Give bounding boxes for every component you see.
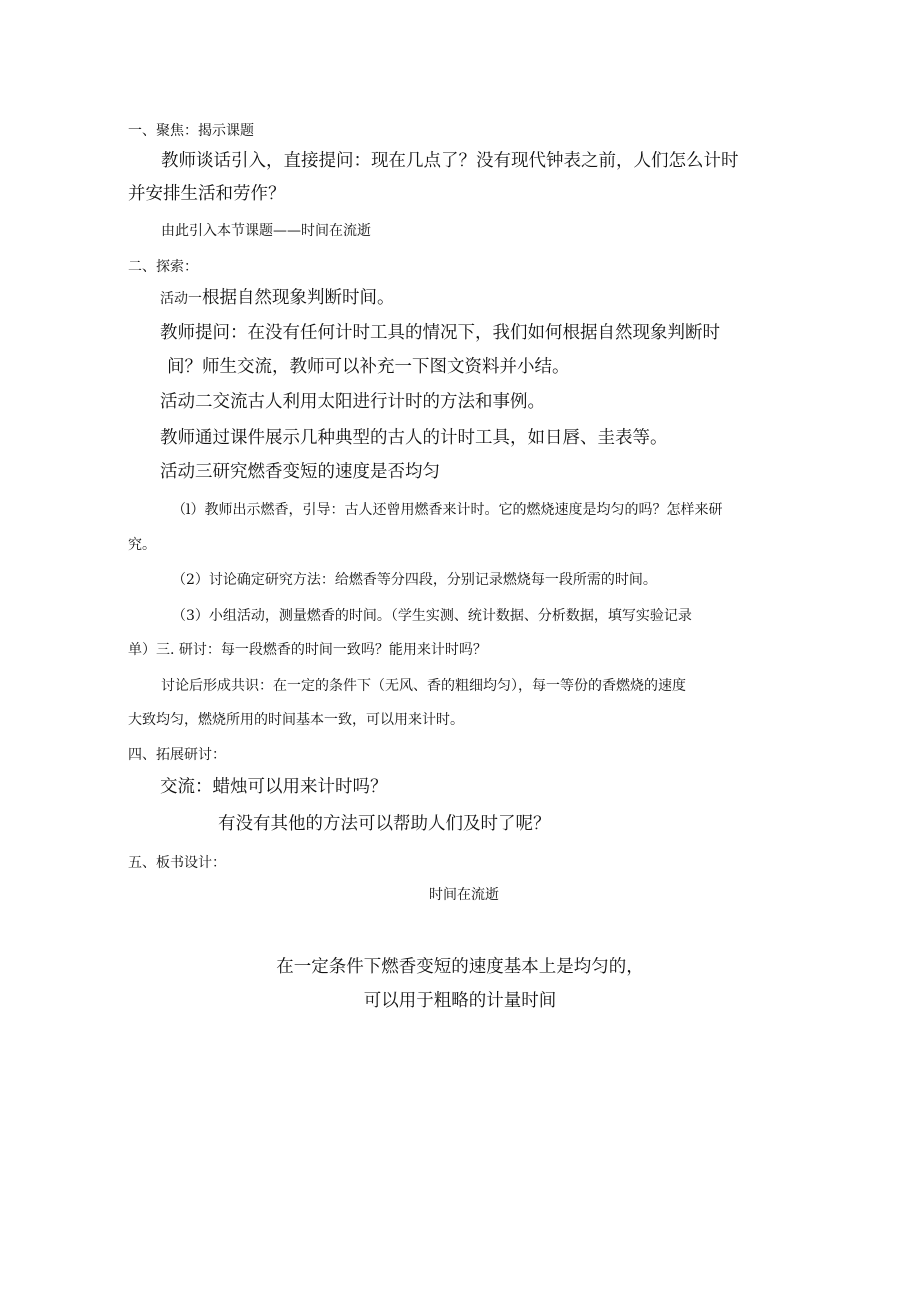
item-3-line-2: 单）三. 研讨：每一段燃香的时间一致吗？能用来计时吗？ bbox=[128, 642, 487, 658]
extension-question-2: 有没有其他的方法可以帮助人们及时了呢？ bbox=[218, 814, 551, 834]
item-2: （2）讨论确定研究方法：给燃香等分四段，分别记录燃烧每一段所需的时间。 bbox=[172, 572, 657, 588]
board-title: 时间在流逝 bbox=[429, 887, 499, 903]
activity-3: 活动三研究燃香变短的速度是否均匀 bbox=[160, 462, 440, 482]
activity-2: 活动二交流古人利用太阳进行计时的方法和事例。 bbox=[160, 392, 545, 412]
intro-paragraph-line-2: 并安排生活和劳作？ bbox=[128, 184, 286, 204]
item-1-line-2: 究。 bbox=[128, 537, 156, 553]
heading-5: 五、板书设计： bbox=[128, 855, 226, 871]
activity-1-text: 根据自然现象判断时间。 bbox=[202, 288, 395, 308]
teacher-question-line-2: 间？师生交流，教师可以补充一下图文资料并小结。 bbox=[167, 357, 570, 377]
teacher-question-line-1: 教师提问：在没有任何计时工具的情况下，我们如何根据自然现象判断时 bbox=[160, 323, 720, 343]
activity-1 bbox=[160, 290, 395, 308]
topic-intro: 由此引入本节课题——时间在流逝 bbox=[161, 223, 371, 239]
consensus-line-2: 大致均匀，燃烧所用的时间基本一致，可以用来计时。 bbox=[128, 712, 464, 728]
tools-display: 教师通过课件展示几种典型的古人的计时工具，如日唇、圭表等。 bbox=[160, 428, 668, 448]
board-line-1: 在一定条件下燃香变短的速度基本上是均匀的， bbox=[276, 957, 644, 977]
item-1-line-1: （l）教师出示燃香，引导：古人还曾用燃香来计时。它的燃烧速度是均匀的吗？怎样来研 bbox=[172, 502, 723, 518]
activity-1-prefix: 活动一 bbox=[160, 291, 202, 307]
intro-paragraph-line-1: 教师谈话引入，直接提问：现在几点了？没有现代钟表之前，人们怎么计时 bbox=[161, 151, 739, 171]
heading-2: 二、探索： bbox=[128, 259, 198, 275]
consensus-line-1: 讨论后形成共识：在一定的条件下（无风、香的粗细均匀），每一等份的香燃烧的速度 bbox=[161, 678, 686, 694]
heading-1: 一、聚焦：揭示课题 bbox=[128, 123, 254, 139]
extension-question-1: 交流：蜡烛可以用来计时吗？ bbox=[160, 777, 388, 797]
item-3-line-1: （3）小组活动，测量燃香的时间。（学生实测、统计数据、分析数据，填写实验记录 bbox=[172, 608, 692, 624]
heading-4: 四、拓展研讨： bbox=[128, 747, 226, 763]
board-line-2: 可以用于粗略的计量时间 bbox=[363, 991, 557, 1011]
